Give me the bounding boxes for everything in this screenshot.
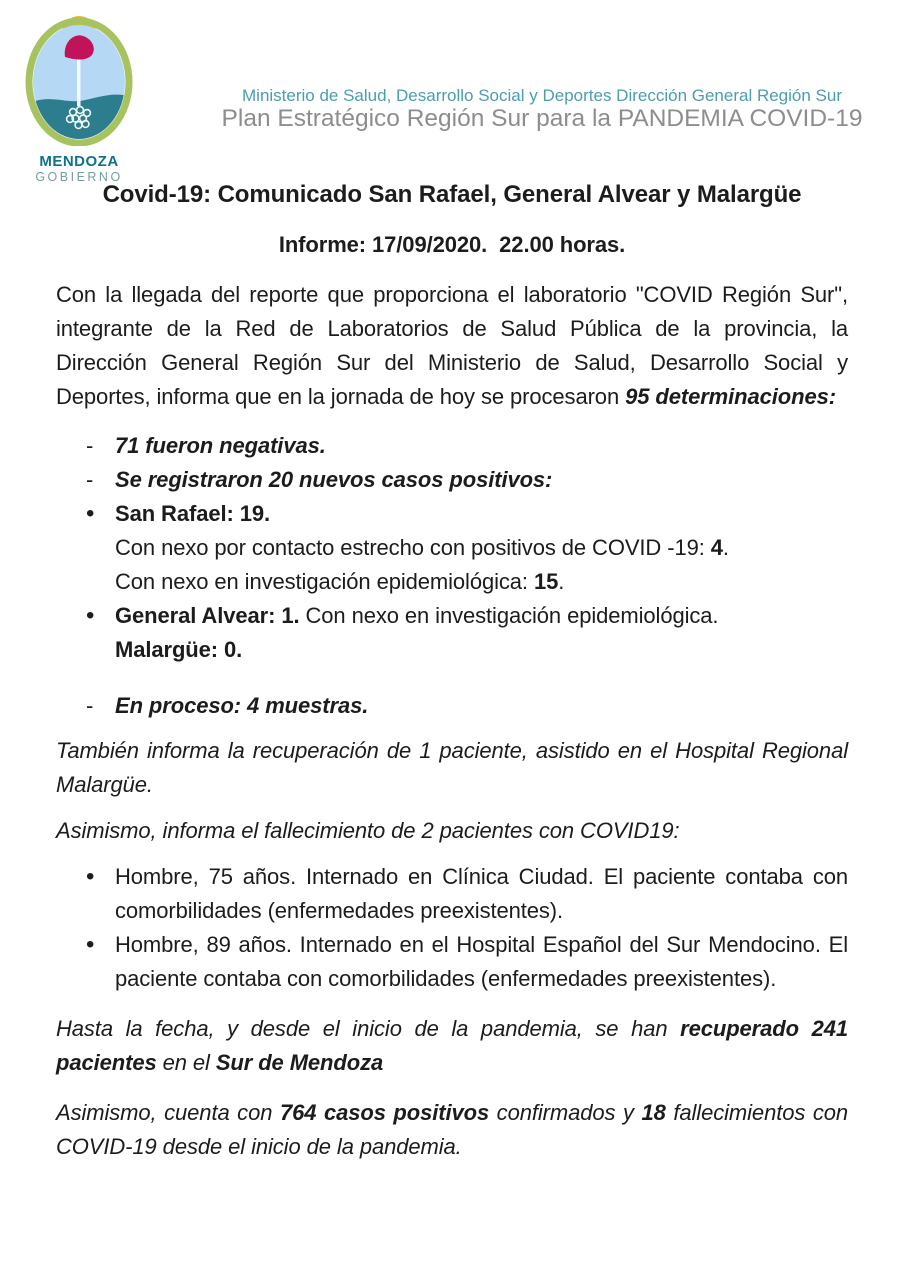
close-contact-label: Con nexo por contacto estrecho con positivos de COVID -19: [115, 535, 711, 560]
dash-marker: - [86, 433, 94, 458]
bullet-marker: • [86, 602, 95, 629]
intro-paragraph [56, 278, 848, 414]
intro-lead-text: Con la llegada del reporte que proporciona el laboratorio "COVID Región Sur", integrante de la Red de Laboratorios de Salud Pública de la provincia, la Dirección General Región Sur del Ministerio de Salud, Desarrollo Social y Deportes, informa que en la jornada de hoy se procesaron [56, 282, 848, 409]
death-2-text: Hombre, 89 años. Internado en el Hospital Español del Sur Mendocino. El paciente contaba con comorbilidades (enfermedades preexistentes). [115, 932, 848, 991]
bullet-marker: • [86, 863, 95, 890]
list-item-death-1 [56, 860, 848, 928]
san-rafael-close-contact-line [115, 531, 848, 565]
deaths-intro-paragraph: Asimismo, informa el fallecimiento de 2 pacientes con COVID19: [56, 818, 680, 843]
header-ministry-line: Ministerio de Salud, Desarrollo Social y Deportes Dirección General Región Sur [242, 86, 842, 105]
list-item-in-process [56, 689, 848, 723]
investigation-value: 15 [533, 569, 559, 594]
totals-cases-lead: Asimismo, cuenta con [56, 1100, 280, 1125]
recovery-paragraph: También informa la recuperación de 1 paciente, asistido en el Hospital Regional Malargüe. [56, 738, 848, 797]
list-item-positives [56, 463, 848, 497]
general-alvear-detail: Con nexo en investigación epidemiológica. [299, 603, 719, 628]
intro-determinations-emphasis: 95 determinaciones: [625, 384, 836, 409]
header-plan-line: Plan Estratégico Región Sur para la PANDEMIA COVID-19 [221, 105, 863, 132]
san-rafael-investigation-line [115, 565, 848, 599]
general-alvear-line [115, 599, 848, 633]
list-item-general-alvear [56, 599, 848, 667]
region-emphasis: Sur de Mendoza [215, 1050, 384, 1075]
totals-cases-mid: confirmados y [489, 1100, 642, 1125]
totals-cases-paragraph [56, 1096, 848, 1164]
deaths-list [56, 860, 848, 996]
pole-icon [77, 54, 81, 106]
mendoza-crest-icon [14, 12, 144, 146]
mendoza-gobierno-logo [12, 12, 146, 184]
dash-marker: - [86, 467, 94, 492]
malargue-line: Malargüe: 0. [115, 637, 243, 662]
negatives-text: 71 fueron negativas. [115, 433, 326, 458]
positives-text: Se registraron 20 nuevos casos positivos: [115, 467, 553, 492]
list-item-negatives [56, 429, 848, 463]
general-alvear-heading: General Alvear: 1. [115, 603, 300, 628]
bullet-marker: • [86, 931, 95, 958]
totals-recovered-paragraph [56, 1012, 848, 1080]
report-datetime: Informe: 17/09/2020. 22.00 horas. [278, 232, 626, 257]
san-rafael-heading: San Rafael: 19. [115, 501, 271, 526]
death-1-text: Hombre, 75 años. Internado en Clínica Ciudad. El paciente contaba con comorbilidades (enfermedades preexistentes). [115, 864, 848, 923]
dash-marker: - [86, 693, 94, 718]
deaths-count-emphasis: 18 [641, 1100, 666, 1125]
totals-recovered-lead: Hasta la fecha, y desde el inicio de la pandemia, se han [56, 1016, 681, 1041]
bullet-marker: • [86, 500, 95, 527]
close-contact-period: . [722, 535, 729, 560]
logo-brand-text: MENDOZA [39, 153, 119, 170]
close-contact-value: 4 [710, 535, 723, 560]
document-title: Covid-19: Comunicado San Rafael, General Alvear y Malargüe [102, 181, 802, 208]
results-list [56, 429, 848, 723]
in-process-text: En proceso: 4 muestras. [115, 693, 369, 718]
investigation-period: . [558, 569, 565, 594]
list-item-death-2 [56, 928, 848, 996]
logo-subtitle-text: GOBIERNO [35, 170, 123, 184]
investigation-label: Con nexo en investigación epidemiológica: [115, 569, 534, 594]
positive-cases-emphasis: 764 casos positivos [279, 1100, 490, 1125]
totals-cases-end: fallecimientos con COVID-19 desde el inicio de la pandemia. [56, 1100, 849, 1159]
totals-recovered-mid: en el [156, 1050, 216, 1075]
list-item-san-rafael [56, 497, 848, 599]
document-content [56, 178, 848, 1164]
recovered-count-emphasis: recuperado 241 pacientes [56, 1016, 848, 1075]
